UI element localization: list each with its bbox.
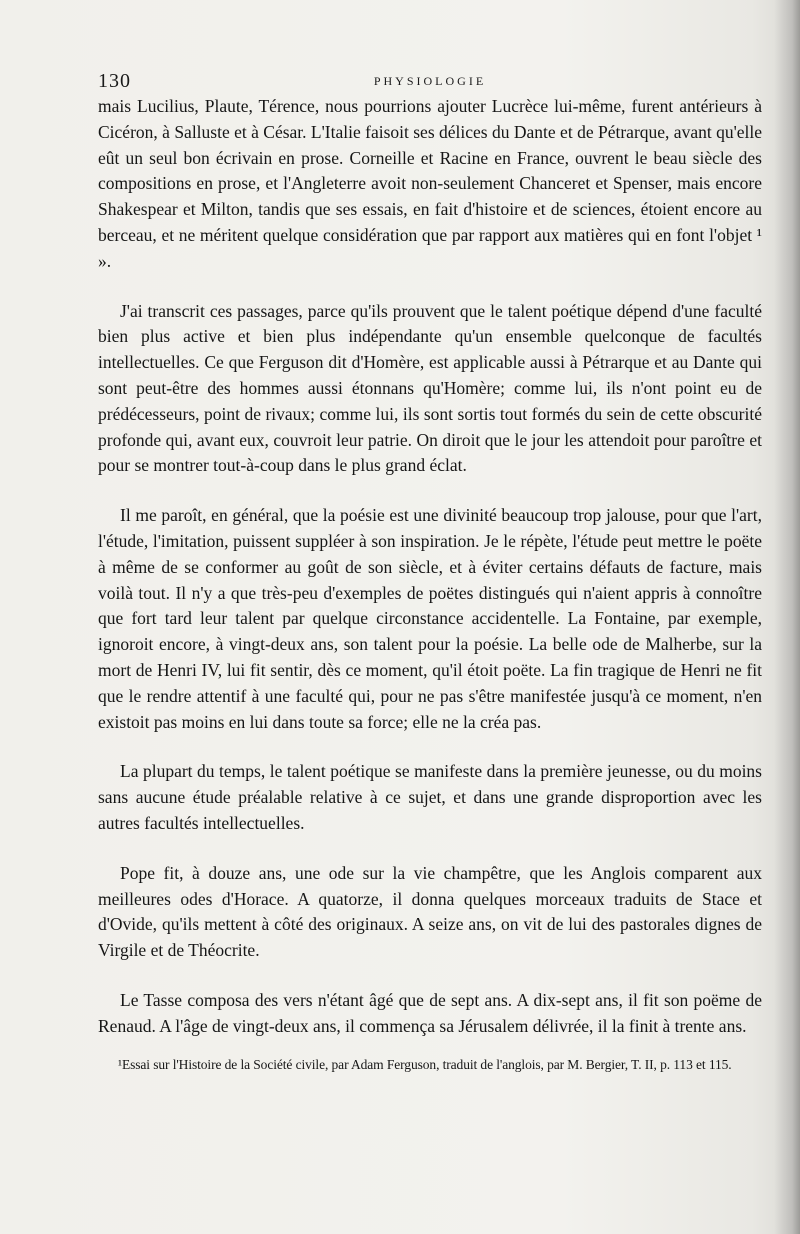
running-head: PHYSIOLOGIE <box>373 74 487 88</box>
paragraph: mais Lucilius, Plaute, Térence, nous pourrions ajouter Lucrèce lui-même, furent antérieurs à Cicéron, à Salluste et à César. L'Italie faisoit ses délices du Dante et de Pétrarque, avant qu'elle eût un seul bon écrivain en prose. Corneille et Racine en France, ouvrent le beau siècle des compositions en prose, et l'Angleterre avoit non-seulement Chanceret et Spenser, mais encore Shakespear et Milton, tandis que ses essais, en fait d'histoire et de sciences, étoient encore au berceau, et ne méritent quelque considération que par rapport aux matières qui en font l'objet ¹ ». <box>98 96 762 271</box>
paragraph: J'ai transcrit ces passages, parce qu'ils prouvent que le talent poétique dépend d'une faculté bien plus active et bien plus indépendante qu'un ensemble quelconque de facultés intellectuelles. Ce que Ferguson dit d'Homère, est applicable aussi à Pétrarque et au Dante qui sont peut-être des hommes aussi étonnans qu'Homère; comme lui, ils n'ont point eu de prédécesseurs, point de rivaux; comme lui, ils sont sortis tout formés du sein de cette obscurité profonde qui, avant eux, couvroit leur patrie. On diroit que le jour les attendoit pour paroître et pour se montrer tout-à-coup dans le plus grand éclat. <box>98 300 762 476</box>
paragraph: Le Tasse composa des vers n'étant âgé que de sept ans. A dix-sept ans, il fit son poëme de Renaud. A l'âge de vingt-deux ans, il commença sa Jérusalem délivrée, il la finit à trente ans. <box>98 989 762 1036</box>
footnote: ¹Essai sur l'Histoire de la Société civile, par Adam Ferguson, traduit de l'anglois, par M. Bergier, T. II, p. 113 et 115. <box>118 1057 732 1072</box>
page-header <box>98 70 762 94</box>
paragraph: Pope fit, à douze ans, une ode sur la vie champêtre, que les Anglois comparent aux meilleures odes d'Horace. A quatorze, il donna quelques morceaux traduits de Stace et d'Ovide, qu'ils mettent à côté des originaux. A seize ans, on vit de lui des pastorales dignes de Virgile et de Théocrite. <box>98 862 762 961</box>
body-text <box>98 94 762 1040</box>
page-number: 130 <box>98 70 131 92</box>
paragraph: Il me paroît, en général, que la poésie est une divinité beaucoup trop jalouse, pour que l'art, l'étude, l'imitation, puissent suppléer à son inspiration. Je le répète, l'étude peut mettre le poëte à même de se conformer au goût de son siècle, et à éviter certains défauts de facture, mais voilà tout. Il n'y a que très-peu d'exemples de poëtes distingués qui n'aient appris à connoître que fort tard leur talent par quelque circonstance accidentelle. La Fontaine, par exemple, ignoroit encore, à vingt-deux ans, son talent pour la poésie. La belle ode de Malherbe, sur la mort de Henri IV, lui fit sentir, dès ce moment, qu'il étoit poëte. La fin tragique de Henri ne fit que le rendre attentif à une faculté qui, pour ne pas s'être manifestée jusqu'à ce moment, n'en existoit pas moins en lui dans toute sa force; elle ne la créa pas. <box>98 505 762 732</box>
page-edge-shadow <box>774 0 800 1234</box>
paragraph: La plupart du temps, le talent poétique se manifeste dans la première jeunesse, ou du moins sans aucune étude préalable relative à ce sujet, et dans une grande disproportion avec les autres facultés intellectuelles. <box>98 761 762 833</box>
